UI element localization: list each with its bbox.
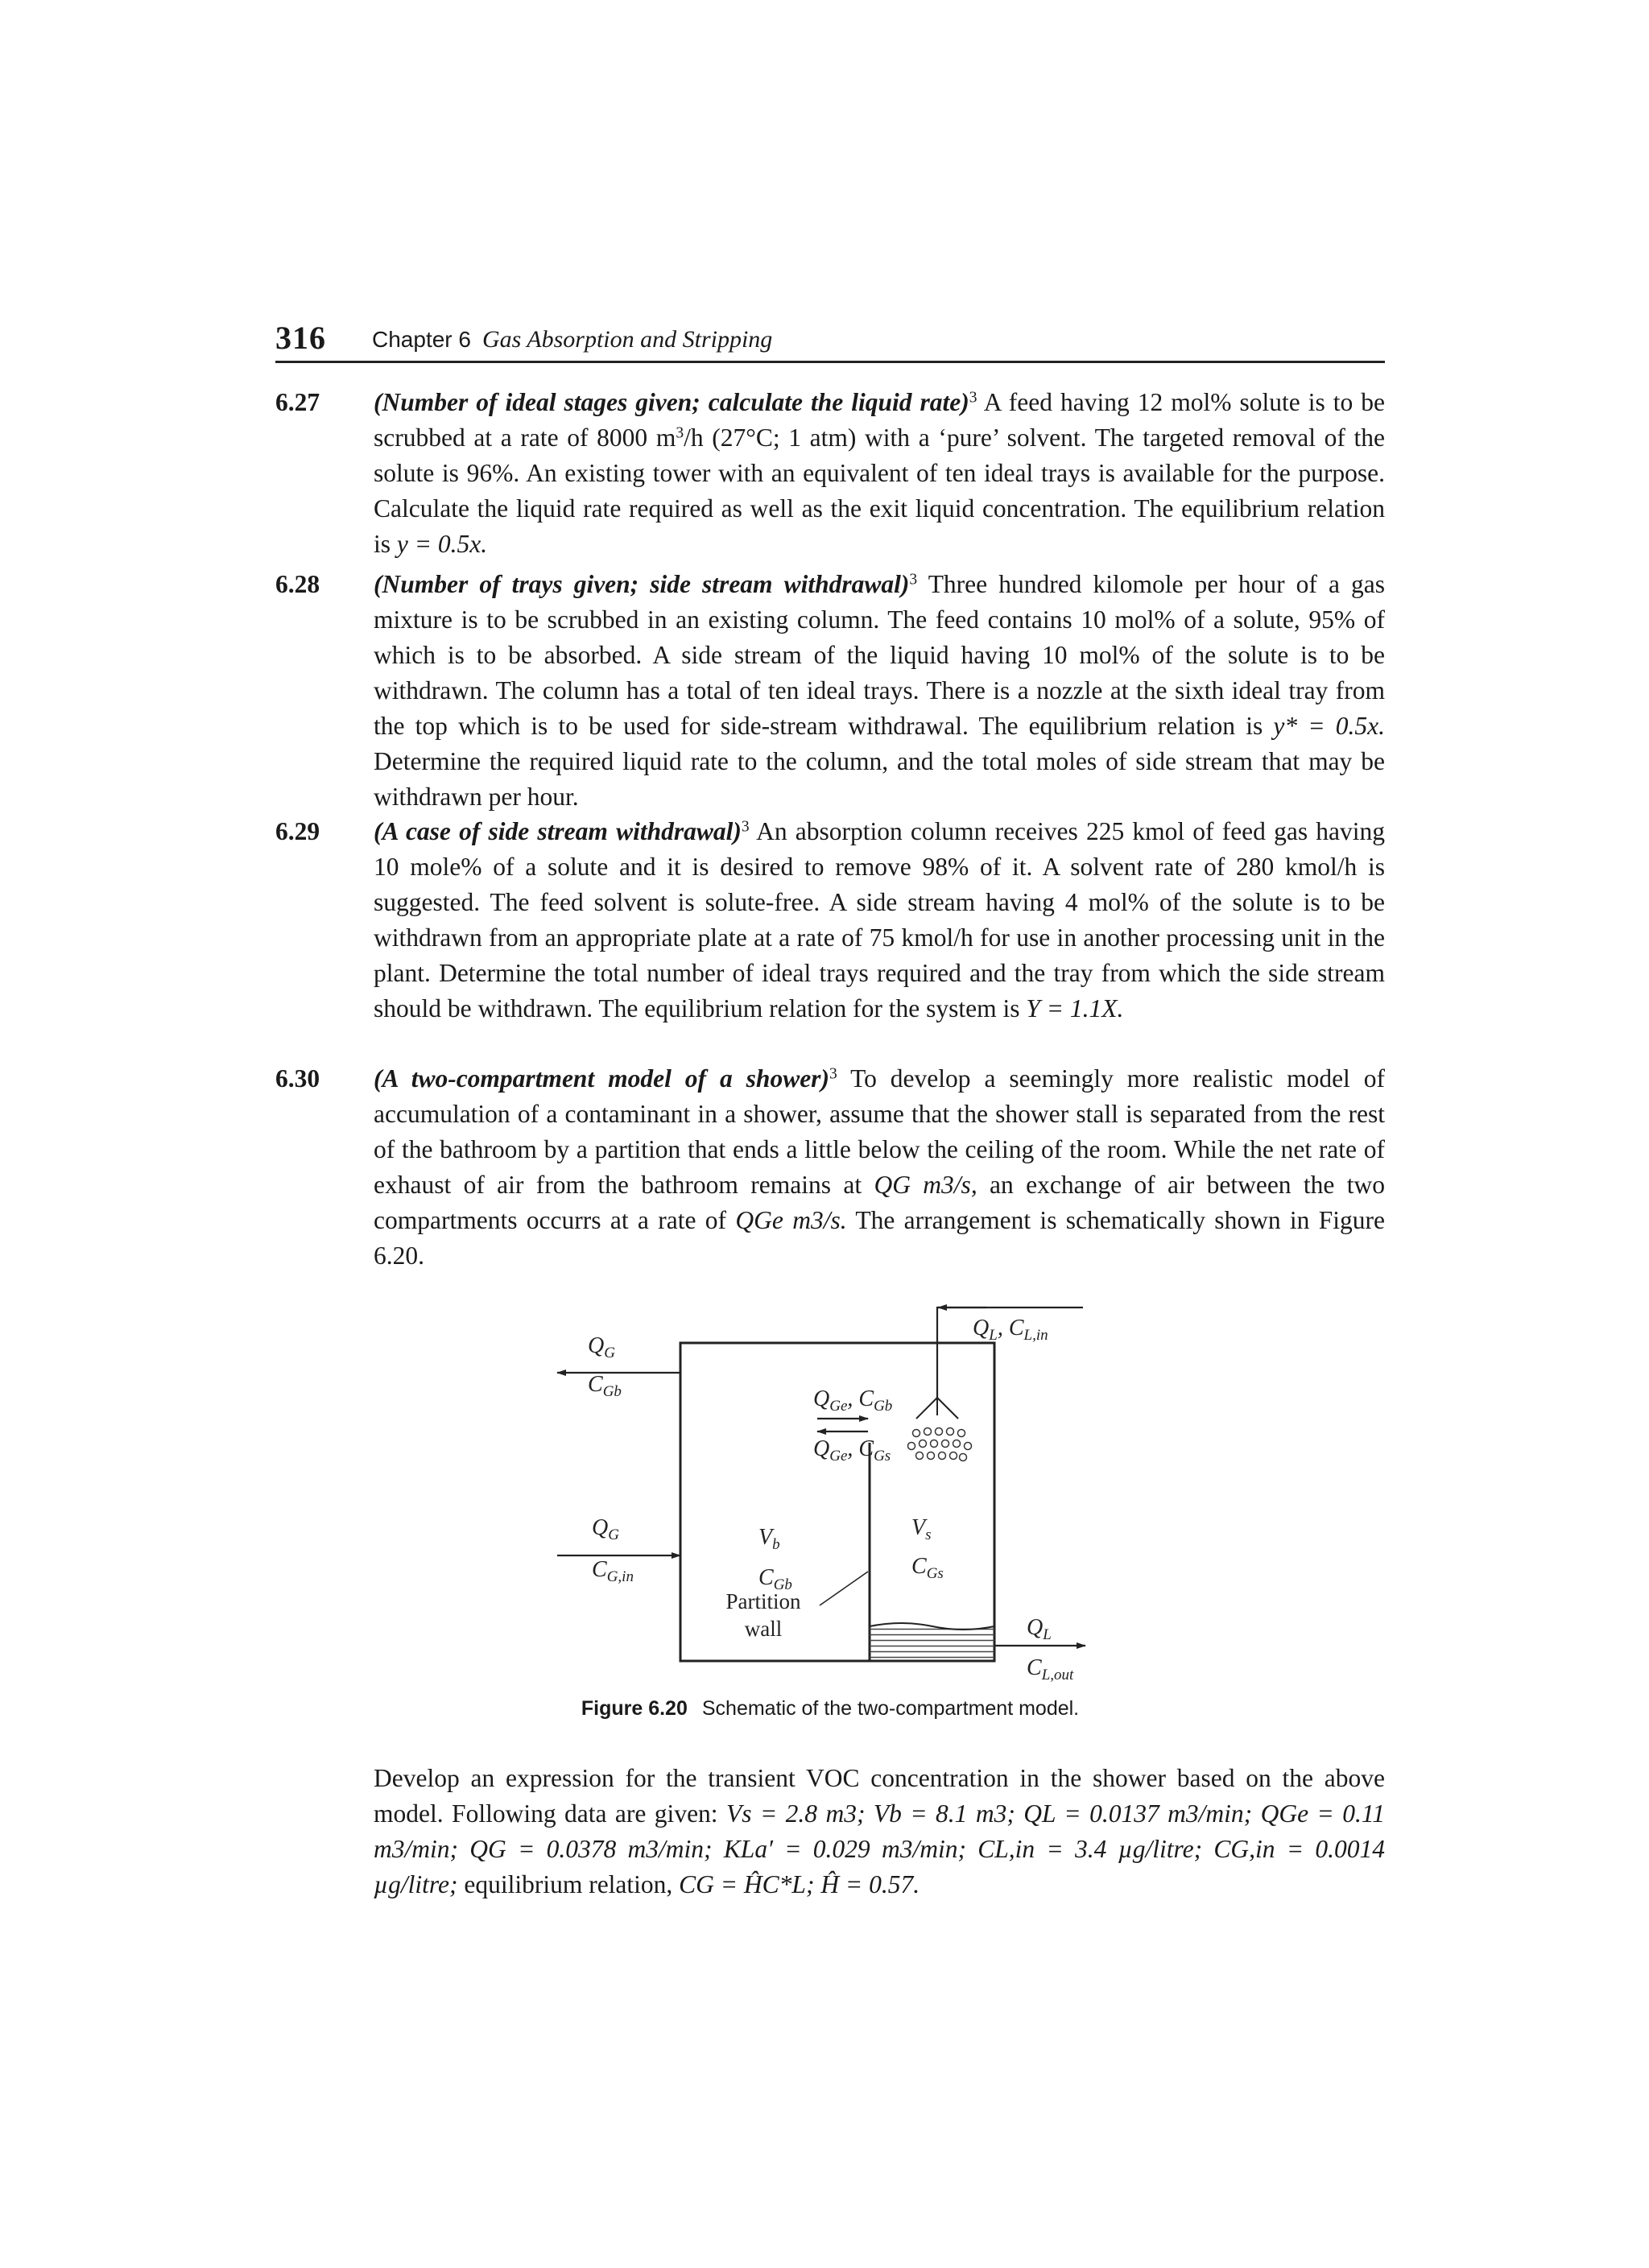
label-q-g-out: $Q_G$ bbox=[588, 1333, 615, 1361]
chapter-label bbox=[372, 326, 772, 353]
equilibrium-relation: y* = 0.5x. bbox=[1273, 712, 1385, 740]
problem-title: (Number of ideal stages given; calculate the liquid rate) bbox=[374, 388, 969, 416]
problem-body: Determine the required liquid rate to the column, and the total moles of side stream that may be withdrawn per hour. bbox=[374, 747, 1385, 811]
problem-body: A feed having 12 mol% solute is to be scrubbed at a rate of 8000 m bbox=[374, 388, 1386, 452]
problem-title: (Number of trays given; side stream withdrawal) bbox=[374, 570, 910, 598]
figure-caption bbox=[275, 1697, 1385, 1721]
schematic-diagram bbox=[548, 1288, 1127, 1691]
problem-body: To develop a seemingly more realistic model of accumulation of a contaminant in a shower, assume that the shower stall is separated from the rest of the bathroom by a partition that ends a little below the ceiling of the room. While the net rate of exhaust of air from the bathroom remains at bbox=[374, 1064, 1385, 1199]
problem-text bbox=[374, 814, 1385, 1027]
problem-number: 6.27 bbox=[275, 388, 320, 416]
label-q-l-out: $Q_L$ bbox=[1027, 1615, 1052, 1643]
problem-6-28 bbox=[275, 567, 1385, 815]
reference-marker: 3 bbox=[741, 818, 750, 836]
problem-number: 6.30 bbox=[275, 1064, 320, 1093]
equilibrium-relation: y = 0.5x. bbox=[396, 530, 488, 558]
equilibrium-relation: Y = 1.1X. bbox=[1026, 994, 1124, 1022]
chapter-title: Gas Absorption and Stripping bbox=[481, 326, 773, 353]
equilibrium-relation: CG = ĤC*L; Ĥ = 0.57. bbox=[679, 1870, 920, 1898]
shower-water bbox=[870, 1626, 994, 1661]
label-q-ge-c-gs: $Q_{Ge}$, $C_{Gs}$ bbox=[813, 1436, 891, 1464]
partition-leader bbox=[820, 1572, 868, 1605]
label-c-g-in: $C_{G,in}$ bbox=[592, 1557, 634, 1585]
chapter-number: Chapter 6 bbox=[372, 327, 471, 352]
water-droplets bbox=[908, 1428, 972, 1461]
problem-number: 6.29 bbox=[275, 817, 320, 845]
problem-text bbox=[374, 567, 1385, 815]
label-q-ge-c-gb: $Q_{Ge}$, $C_{Gb}$ bbox=[813, 1386, 893, 1415]
flow-symbol: QGe m3/s. bbox=[735, 1206, 847, 1234]
page-header bbox=[275, 319, 1385, 363]
figure-caption-text: Schematic of the two-compartment model. bbox=[701, 1697, 1080, 1720]
closing-text: Develop an expression for the transient VOC concentration in the shower based on the above model. Following data are given: bbox=[374, 1764, 1385, 1828]
problem-6-29 bbox=[275, 814, 1385, 1027]
label-c-l-out: $C_{L,out}$ bbox=[1027, 1655, 1074, 1683]
label-c-gs-shower: $C_{Gs}$ bbox=[911, 1554, 944, 1582]
label-v-s: $V_s$ bbox=[911, 1515, 932, 1543]
label-v-b: $V_b$ bbox=[758, 1525, 780, 1553]
problem-body: The arrangement is schematically shown in Figure 6.20. bbox=[374, 1206, 1385, 1270]
problem-text bbox=[374, 1061, 1385, 1274]
closing-text: equilibrium relation, bbox=[457, 1870, 680, 1898]
problem-title: (A two-compartment model of a shower) bbox=[374, 1064, 829, 1093]
problem-6-27 bbox=[275, 385, 1385, 562]
label-wall: wall bbox=[744, 1617, 783, 1641]
problem-body: Three hundred kilomole per hour of a gas mixture is to be scrubbed in an existing column. The feed contains 10 mol% of a solute, 95% of which is to be absorbed. A side stream of the liquid having 10 mol% of the solute is to be withdrawn. The column has a total of ten ideal trays. There is a nozzle at the sixth ideal tray from the top which is to be used for side-stream withdrawal. The equilibrium relation is bbox=[374, 570, 1385, 740]
problem-body: An absorption column receives 225 kmol of feed gas having 10 mole% of a solute and it is desired to remove 98% of it. A solvent rate of 280 kmol/h is suggested. The feed solvent is solute-free. A side stream having 4 mol% of the solute is to be withdrawn from an appropriate plate at a rate of 75 kmol/h for use in another processing unit in the plant. Determine the total number of ideal trays required and the tray from which the side stream should be withdrawn. The equilibrium relation for the system is bbox=[374, 817, 1385, 1022]
problem-6-30 bbox=[275, 1061, 1385, 1274]
shower-head-right bbox=[937, 1398, 958, 1419]
reference-marker: 3 bbox=[909, 571, 918, 589]
closing-paragraph bbox=[374, 1761, 1385, 1902]
given-data: Vs = 2.8 m3; Vb = 8.1 m3; QL = 0.0137 m3/min; QGe = 0.11 m3/min; QG = 0.0378 m3/min; KLa′ = 0.029 m3/min; CL,in = 3.4 µg/litre; CG,in = 0.0014 µg/litre; bbox=[374, 1799, 1385, 1898]
problem-number: 6.28 bbox=[275, 570, 320, 598]
figure-label: Figure 6.20 bbox=[581, 1697, 688, 1720]
problem-title: (A case of side stream withdrawal) bbox=[374, 817, 742, 845]
label-q-l-c-lin: $Q_L$, $C_{L,in}$ bbox=[973, 1316, 1048, 1344]
reference-marker: 3 bbox=[829, 1065, 837, 1083]
reference-marker: 3 bbox=[969, 389, 977, 407]
problem-text: (Number of ideal stages given; calculate the liquid rate)$^3$ A feed having 12 mol% solute is to be scrubbed at a rate of 8000 $m^3/h$ (27°C; 1 atm) with a ‘pure’ solvent. The targeted removal of the solute is 96%. An existing tower with an equivalent of ten ideal trays is available for the purpose. Calculate the liquid rate required as well as the exit liquid concentration. The equilibrium relation is y = 0.5x. bbox=[374, 388, 1386, 558]
problem-body: an exchange of air between the two compartments occurrs at a rate of bbox=[374, 1171, 1386, 1234]
problem-body: /h (27°C; 1 atm) with a ‘pure’ solvent. The targeted removal of the solute is 96%. An existing tower with an equivalent of ten ideal trays is available for the purpose. Calculate the liquid rate required as well as the exit liquid concentration. The equilibrium relation is bbox=[374, 423, 1385, 558]
flow-symbol: QG m3/s, bbox=[874, 1171, 977, 1199]
page-number: 316 bbox=[275, 320, 326, 356]
figure-two-compartment-model bbox=[548, 1288, 1127, 1691]
label-c-gb-room: $C_{Gb}$ bbox=[758, 1565, 792, 1593]
shower-head-left bbox=[916, 1398, 937, 1419]
label-partition: Partition bbox=[725, 1589, 801, 1613]
label-q-g-in: $Q_G$ bbox=[592, 1515, 619, 1543]
label-c-gb-out: $C_{Gb}$ bbox=[588, 1372, 622, 1400]
